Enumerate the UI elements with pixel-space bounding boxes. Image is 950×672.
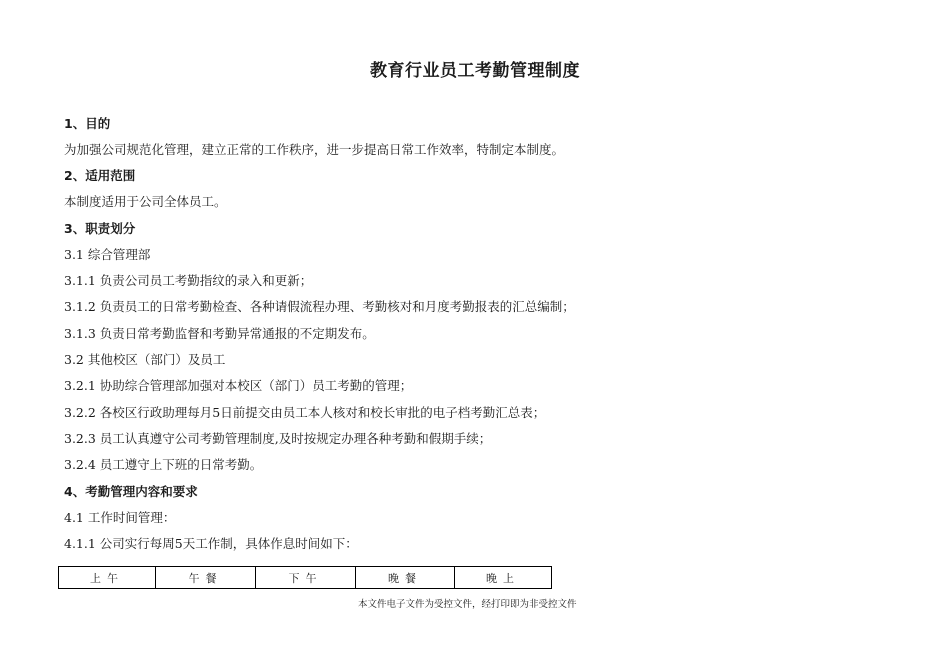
clause-3-2-1: 3.2.1 协助综合管理部加强对本校区（部门）员工考勤的管理；: [64, 378, 413, 393]
schedule-table: [58, 566, 552, 589]
clause-3-1-2: 3.1.2 负责员工的日常考勤检查、各种请假流程办理、考勤核对和月度考勤报表的汇总编制；: [64, 299, 575, 314]
clause-3-1-3: 3.1.3 负责日常考勤监督和考勤异常通报的不定期发布。: [64, 326, 375, 341]
section-heading-purpose: 1、目的: [64, 116, 111, 131]
clause-4-1: 4.1 工作时间管理：: [64, 510, 176, 525]
clause-3-2-3: 3.2.3 员工认真遵守公司考勤管理制度,及时按规定办理各种考勤和假期手续；: [64, 431, 492, 446]
schedule-header-afternoon: 下午: [256, 567, 356, 589]
paragraph-purpose: 为加强公司规范化管理，建立正常的工作秩序，进一步提高日常工作效率，特制定本制度。: [64, 142, 565, 157]
schedule-header-evening: 晚上: [455, 567, 552, 589]
clause-3-2-4: 3.2.4 员工遵守上下班的日常考勤。: [64, 457, 263, 472]
section-heading-attendance: 4、考勤管理内容和要求: [64, 484, 198, 499]
paragraph-scope: 本制度适用于公司全体员工。: [64, 194, 227, 209]
schedule-header-morning: 上午: [59, 567, 156, 589]
clause-3-1-1: 3.1.1 负责公司员工考勤指纹的录入和更新；: [64, 273, 313, 288]
footer-note: 本文件电子文件为受控文件，经打印即为非受控文件: [358, 599, 577, 610]
clause-3-2: 3.2 其他校区（部门）及员工: [64, 352, 226, 367]
schedule-header-lunch: 午餐: [156, 567, 256, 589]
schedule-header-dinner: 晚餐: [356, 567, 455, 589]
clause-3-1: 3.1 综合管理部: [64, 247, 151, 262]
section-heading-responsibilities: 3、职责划分: [64, 221, 136, 236]
clause-4-1-1: 4.1.1 公司实行每周5天工作制，具体作息时间如下：: [64, 536, 358, 551]
clause-3-2-2: 3.2.2 各校区行政助理每月5日前提交由员工本人核对和校长审批的电子档考勤汇总表；: [64, 405, 546, 420]
schedule-table-header-row: [59, 567, 552, 589]
section-heading-scope: 2、适用范围: [64, 168, 136, 183]
page-title: 教育行业员工考勤管理制度: [370, 61, 580, 81]
